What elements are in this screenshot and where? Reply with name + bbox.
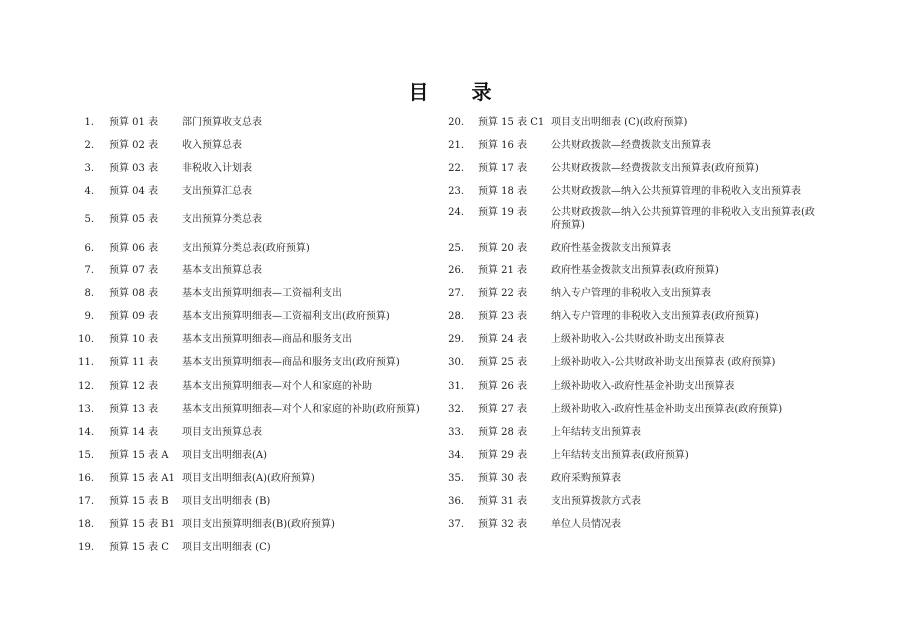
toc-entry-number: 6.: [84, 243, 94, 254]
toc-entry-name: 公共财政拨款—纳入公共预算管理的非税收入支出预算表: [551, 186, 801, 197]
toc-entry-name: 项目支出明细表(A)(政府预算): [182, 473, 315, 484]
toc-entry-number: 34.: [448, 450, 464, 461]
toc-entry-name: 项目支出明细表 (C): [182, 542, 271, 553]
toc-entry-code: 预算 02 表: [109, 140, 159, 151]
toc-entry-code: 预算 13 表: [109, 404, 159, 415]
toc-entry-code: 预算 03 表: [109, 163, 159, 174]
toc-entry-code: 预算 06 表: [109, 243, 159, 254]
toc-entry-number: 25.: [448, 243, 464, 254]
toc-entry-name: 基本支出预算明细表—商品和服务支出(政府预算): [182, 357, 400, 368]
toc-entry-name: 纳入专户管理的非税收入支出预算表: [551, 288, 711, 299]
toc-entry-name: 支出预算汇总表: [182, 186, 252, 197]
toc-entry-name: 上级补助收入-政府性基金补助支出预算表(政府预算): [551, 404, 783, 415]
toc-entry-code: 预算 12 表: [109, 381, 159, 392]
toc-entry-number: 24.: [448, 207, 464, 218]
toc-entry-name: 基本支出预算明细表—商品和服务支出: [182, 334, 352, 345]
toc-entry-number: 10.: [78, 334, 94, 345]
toc-entry-number: 9.: [84, 311, 94, 322]
toc-entry-code: 预算 22 表: [478, 288, 528, 299]
toc-entry-code: 预算 25 表: [478, 357, 528, 368]
toc-entry-name: 项目支出预算明细表(B)(政府预算): [182, 519, 335, 530]
toc-entry-number: 7.: [84, 265, 94, 276]
toc-entry-code: 预算 11 表: [109, 357, 159, 368]
toc-entry-number: 26.: [448, 265, 464, 276]
toc-entry-name: 部门预算收支总表: [182, 117, 262, 128]
toc-entry-code: 预算 09 表: [109, 311, 159, 322]
toc-entry-code: 预算 14 表: [109, 427, 159, 438]
toc-entry-code: 预算 15 表 C: [109, 542, 169, 553]
toc-entry-name: 项目支出明细表 (C)(政府预算): [551, 117, 688, 128]
toc-entry-code: 预算 30 表: [478, 473, 528, 484]
toc-entry-name: 公共财政拨款—纳入公共预算管理的非税收入支出预算表(政府预算): [551, 207, 815, 231]
toc-entry-code: 预算 19 表: [478, 207, 528, 218]
toc-entry-code: 预算 08 表: [109, 288, 159, 299]
toc-entry-number: 16.: [78, 473, 94, 484]
toc-entry-name: 上级补助收入-政府性基金补助支出预算表: [551, 381, 735, 392]
toc-entry-name: 上级补助收入-公共财政补助支出预算表 (政府预算): [551, 357, 776, 368]
toc-entry-name: 支出预算分类总表: [182, 214, 262, 225]
toc-entry-code: 预算 15 表 C1: [478, 117, 545, 128]
toc-entry-code: 预算 29 表: [478, 450, 528, 461]
toc-entry-code: 预算 15 表 A1: [109, 473, 175, 484]
toc-entry-name: 基本支出预算总表: [182, 265, 262, 276]
toc-entry-code: 预算 18 表: [478, 186, 528, 197]
toc-entry-number: 37.: [448, 519, 464, 530]
toc-entry-name: 上年结转支出预算表(政府预算): [551, 450, 689, 461]
toc-entry-code: 预算 26 表: [478, 381, 528, 392]
toc-entry-name: 收入预算总表: [182, 140, 242, 151]
toc-entry-number: 33.: [448, 427, 464, 438]
toc-entry-name: 上年结转支出预算表: [551, 427, 641, 438]
toc-entry-number: 3.: [84, 163, 94, 174]
toc-entry-number: 19.: [78, 542, 94, 553]
toc-entry-code: 预算 04 表: [109, 186, 159, 197]
toc-entry-name: 政府性基金拨款支出预算表(政府预算): [551, 265, 719, 276]
toc-entry-name: 单位人员情况表: [551, 519, 621, 530]
toc-entry-code: 预算 10 表: [109, 334, 159, 345]
toc-entry-number: 35.: [448, 473, 464, 484]
toc-entry-name: 非税收入计划表: [182, 163, 252, 174]
toc-entry-number: 36.: [448, 496, 464, 507]
toc-entry-name: 项目支出明细表 (B): [182, 496, 271, 507]
toc-entry-number: 27.: [448, 288, 464, 299]
toc-entry-number: 2.: [84, 140, 94, 151]
toc-entry-name: 基本支出预算明细表—对个人和家庭的补助: [182, 381, 372, 392]
toc-entry-code: 预算 31 表: [478, 496, 528, 507]
toc-entry-number: 20.: [448, 117, 464, 128]
toc-entry-number: 8.: [84, 288, 94, 299]
toc-entry-code: 预算 15 表 A: [109, 450, 169, 461]
toc-entry-name: 基本支出预算明细表—工资福利支出: [182, 288, 342, 299]
toc-entry-code: 预算 21 表: [478, 265, 528, 276]
toc-entry-number: 18.: [78, 519, 94, 530]
toc-entry-name: 上级补助收入-公共财政补助支出预算表: [551, 334, 725, 345]
toc-entry-name: 纳入专户管理的非税收入支出预算表(政府预算): [551, 311, 759, 322]
toc-entry-code: 预算 32 表: [478, 519, 528, 530]
toc-entry-name: 政府性基金拨款支出预算表: [551, 243, 671, 254]
toc-entry-code: 预算 23 表: [478, 311, 528, 322]
toc-entry-number: 17.: [78, 496, 94, 507]
page-title: 目 录: [408, 80, 510, 104]
toc-entry-name: 公共财政拨款—经费拨款支出预算表(政府预算): [551, 163, 759, 174]
toc-entry-number: 11.: [78, 357, 94, 368]
toc-entry-name: 基本支出预算明细表—工资福利支出(政府预算): [182, 311, 390, 322]
toc-entry-code: 预算 05 表: [109, 214, 159, 225]
toc-entry-name: 基本支出预算明细表—对个人和家庭的补助(政府预算): [182, 404, 420, 415]
toc-entry-number: 21.: [448, 140, 464, 151]
toc-entry-code: 预算 01 表: [109, 117, 159, 128]
toc-entry-code: 预算 16 表: [478, 140, 528, 151]
toc-entry-number: 30.: [448, 357, 464, 368]
toc-entry-number: 1.: [84, 117, 94, 128]
toc-entry-name: 政府采购预算表: [551, 473, 621, 484]
toc-entry-number: 29.: [448, 334, 464, 345]
toc-entry-number: 12.: [78, 381, 94, 392]
toc-entry-name: 支出预算拨款方式表: [551, 496, 641, 507]
toc-entry-name: 公共财政拨款—经费拨款支出预算表: [551, 140, 711, 151]
toc-entry-name: 支出预算分类总表(政府预算): [182, 243, 310, 254]
toc-entry-number: 23.: [448, 186, 464, 197]
toc-entry-code: 预算 28 表: [478, 427, 528, 438]
toc-entry-number: 4.: [84, 186, 94, 197]
toc-entry-number: 14.: [78, 427, 94, 438]
toc-entry-code: 预算 24 表: [478, 334, 528, 345]
toc-entry-number: 5.: [84, 214, 94, 225]
toc-entry-number: 28.: [448, 311, 464, 322]
toc-entry-number: 32.: [448, 404, 464, 415]
toc-entry-number: 15.: [78, 450, 94, 461]
toc-entry-code: 预算 07 表: [109, 265, 159, 276]
toc-entry-code: 预算 15 表 B1: [109, 519, 175, 530]
toc-entry-code: 预算 20 表: [478, 243, 528, 254]
toc-entry-number: 22.: [448, 163, 464, 174]
toc-entry-code: 预算 15 表 B: [109, 496, 169, 507]
toc-entry-code: 预算 17 表: [478, 163, 528, 174]
toc-entry-name: 项目支出预算总表: [182, 427, 262, 438]
toc-entry-number: 13.: [78, 404, 94, 415]
toc-entry-code: 预算 27 表: [478, 404, 528, 415]
toc-entry-name: 项目支出明细表(A): [182, 450, 268, 461]
toc-entry-number: 31.: [448, 381, 464, 392]
